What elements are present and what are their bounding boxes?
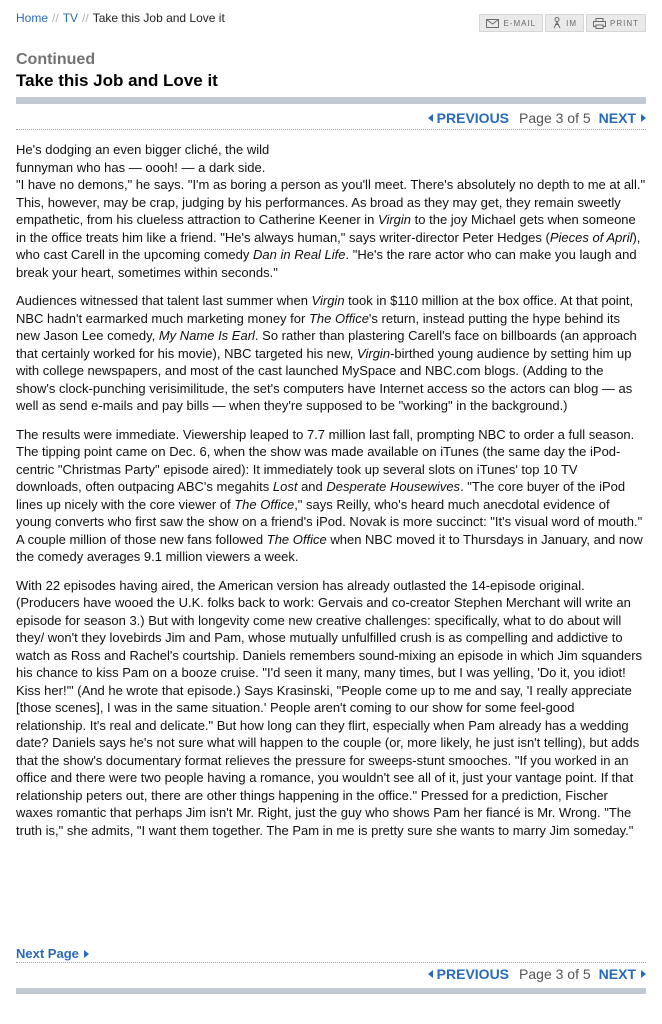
right-triangle-icon [84,950,89,958]
text-run: to the joy Michael gets when someone in the office treats him like a friend. "He's always human," says writer-director Peter Hedges ( [16,212,636,245]
breadcrumb-home-link[interactable]: Home [16,11,49,25]
text-run: and [297,479,327,494]
text-run: ), who cast Carell in the upcoming comedy [16,229,641,262]
breadcrumb-separator: // [52,11,59,25]
previous-label: PREVIOUS [436,110,510,126]
right-triangle-icon [641,114,646,122]
text-run: Audiences witnessed that talent last summer when [16,293,312,308]
next-link[interactable] [599,110,646,126]
next-label: NEXT [598,966,636,982]
article-tools [477,14,646,32]
text-run: . "The core buyer of the iPod lines up nicely with the core viewer of [16,479,626,512]
italic-title: The Office [266,531,327,547]
breadcrumb-separator: // [82,11,89,25]
italic-title: The Office [308,310,369,326]
previous-label: PREVIOUS [436,966,510,982]
bottom-divider [16,988,646,994]
italic-title: The Office [234,496,295,512]
italic-title: Lost [272,479,298,494]
right-triangle-icon [641,970,646,978]
article-paragraph [16,292,646,415]
italic-title: Virgin [357,345,391,361]
pager-bottom [16,965,646,983]
text-run: . "He's the rare actor who can make you laugh and break your heart, sometimes within seconds." [16,247,637,280]
im-button[interactable] [545,14,584,32]
next-page-link[interactable] [16,946,89,961]
email-label: E-MAIL [503,18,537,28]
dotted-divider [16,962,646,963]
paragraph-line: He's dodging an even bigger cliché, the wild [16,142,270,157]
next-link[interactable] [599,966,646,982]
pager-top [16,109,646,127]
italic-title: Dan in Real Life [253,247,346,262]
text-run: 's return, instead putting the hype behind its new Jason Lee comedy, [16,310,621,343]
im-label: IM [566,18,577,28]
dotted-divider [16,129,646,130]
italic-title: My Name Is Earl [158,328,255,343]
paragraph-line: funnyman who has — oooh! — a dark side. [16,159,266,175]
text-run: took in $110 million at the box office. At that point, NBC hadn't earmarked much marketing money for [16,293,634,326]
email-button[interactable] [479,14,543,32]
text-run: ," says Reilly, who's heard much anecdotal evidence of young converts who first saw the show on a friend's iPod. Novak is more succinct: "It's visual word of mouth." A couple million of those new fans followed [16,496,643,547]
breadcrumb-current: Take this Job and Love it [92,11,225,25]
print-label: PRINT [610,18,639,28]
previous-link[interactable] [428,110,509,126]
text-run: . So rather than plastering Carell's face on billboards (an approach that certainly worked for his movie), NBC targeted his new, [16,328,637,361]
printer-icon [593,18,606,29]
text-run: -birthed young audience by setting him up with college newspapers, and most of the cast launched MySpace and NBC.com blogs. (Adding to the show's clock-punching verisimilitude, the set's computers have Internet access so the actors can blog — as well as send e-mails and pay bills — when they're supposed to be "working" in the background.) [16,345,633,413]
envelope-icon [486,19,499,28]
print-button[interactable] [586,14,646,32]
italic-title: Desperate Housewives [326,479,461,494]
continued-label: Continued [16,51,96,68]
italic-title: Virgin [378,212,412,227]
left-triangle-icon [428,970,433,978]
page-count: Page 3 of 5 [519,110,591,126]
previous-link[interactable] [428,966,509,982]
top-bar [16,10,646,30]
text-run: The results were immediate. Viewership leaped to 7.7 million last fall, prompting NBC to order a full season. The tipping point came on Dec. 6, when the show was made available on iTunes (the same day the iPod-centric "Christmas Party" episode aired): It immediately took up several slots on iTunes' top 10 TV downloads, often outpacing ABC's megahits [16,426,635,494]
left-triangle-icon [428,114,433,122]
im-figure-icon [552,17,562,29]
next-page-label: Next Page [16,946,79,961]
article-title: Take this Job and Love it [16,71,218,90]
article-paragraph [16,426,646,566]
text-run: "I have no demons," he says. "I'm as boring a person as you'll meet. There's absolutely no depth to me at all." This, however, may be crap, judging by his performances. As broad as they may get, they remain sweetly empathetic, from his clueless attraction to Catherine Keener in [16,177,646,227]
top-divider [16,97,646,104]
page-count: Page 3 of 5 [519,966,591,982]
article-paragraph [16,141,646,281]
italic-title: Virgin [311,293,345,308]
article-body [16,141,646,850]
text-run: when NBC moved it to Thursdays in January, and now the comedy averages 9.1 million viewers a week. [16,531,643,564]
breadcrumb-tv-link[interactable]: TV [62,11,79,25]
next-label: NEXT [598,110,636,126]
breadcrumb [16,11,225,25]
article-paragraph: With 22 episodes having aired, the American version has already outlasted the 14-episode original. (Producers have wooed the U.K. folks back to work: Gervais and co-creator Stephen Merchant will write an episode for season 3.) But with longevity come new creative challenges: specifically, what to do about will they/ won't they lovebirds Jim and Pam, whose mutually unfulfilled crush is as compelling and addictive to watch as Ross and Rachel's courtship. Daniels remembers sound-mixing an episode in which Jim squanders his chance to kiss Pam on a booze cruise. "I'd seen it many, many times, but I was yelling, 'Do it, you idiot! Kiss her!'" (And he wrote that episode.) Says Krasinski, "People come up to me and say, 'I really appreciate [those scenes], I was in the same situation.' People aren't coming to our show for some feel-good relationship. It's real and delicate." But how long can they flirt, especially when Pam already has a wedding date? Daniels says he's not sure what will happen to the couple (or, more likely, he just isn't telling), but adds that the show's documentary format relieves the pressure for sweeps-stunt smooches. "If you worked in an office and there were two people having a romance, you wouldn't see all of it, just your vantage point. If that relationship peters out, there are other things happening in the office." Pressed for a prediction, Fischer waxes romantic that perhaps Jim isn't Mr. Right, just the guy who shows Pam her fiancé is Mr. Wrong. "The truth is," she admits, "I want them together. The Pam in me is pretty sure she wants to marry Jim someday." [16,577,643,838]
italic-title: Pieces of April [549,229,633,245]
